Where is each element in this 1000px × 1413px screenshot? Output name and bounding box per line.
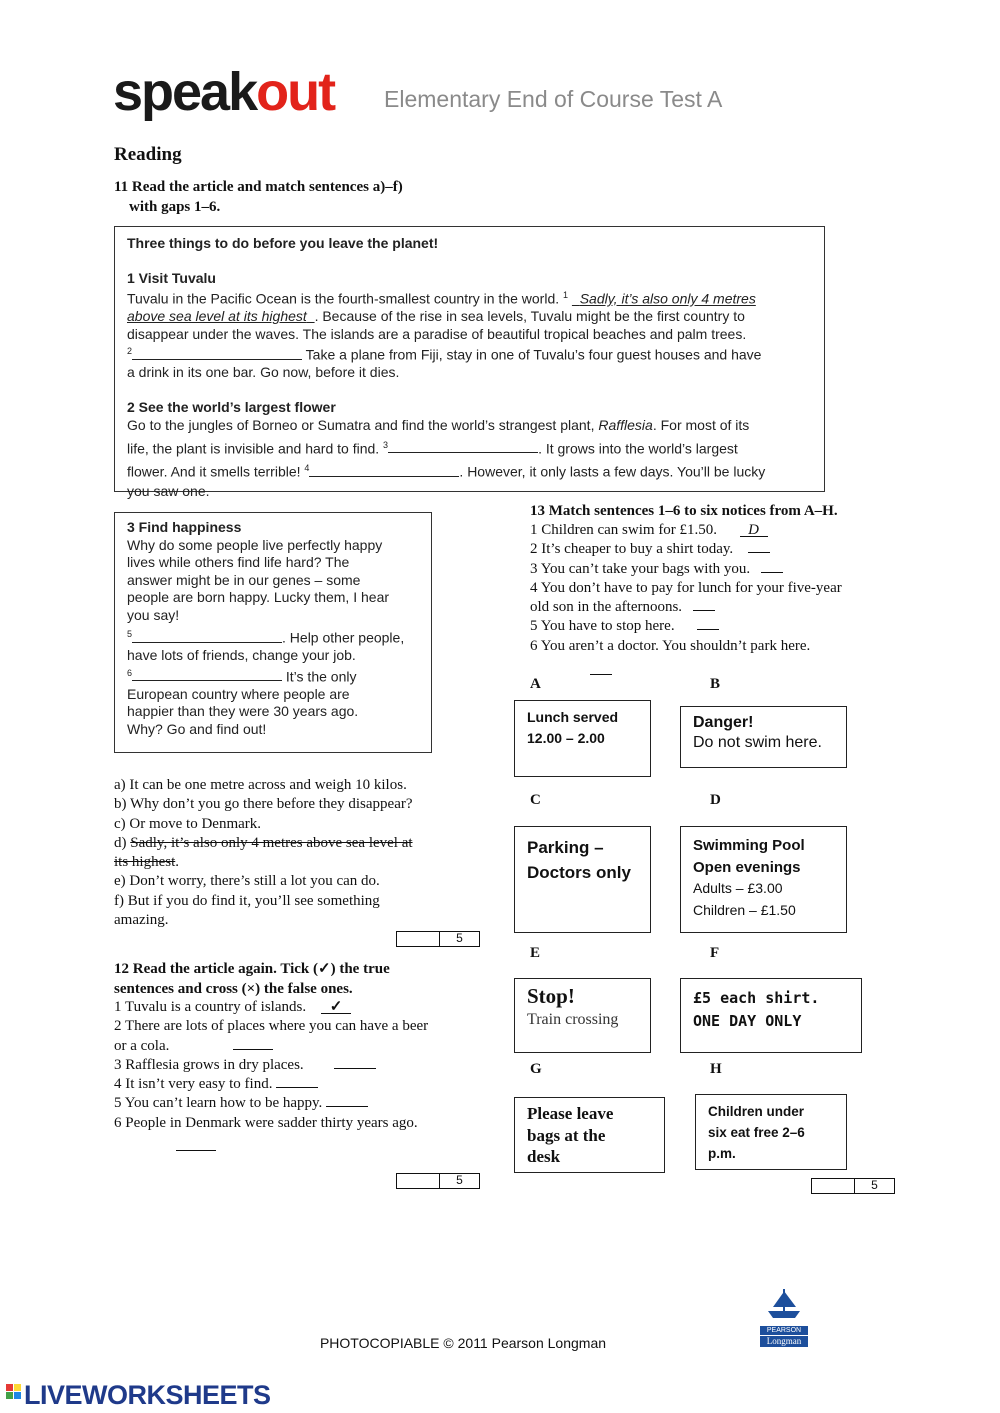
option-e: e) Don’t worry, there’s still a lot you can do. (114, 873, 380, 890)
gap-1-answer: Sadly, it’s also only 4 metres (579, 290, 756, 307)
notice-label-d: D (710, 792, 721, 808)
q12-instruction: 12 Read the article again. Tick (✓) the true sentences and cross (×) the false ones. (114, 961, 390, 997)
notice-c: Parking – Doctors only (514, 826, 651, 933)
notice-label-c: C (530, 792, 541, 808)
option-a: a) It can be one metre across and weigh 10 kilos. (114, 777, 407, 793)
notice-label-e: E (530, 945, 541, 961)
q13-score-box[interactable]: 5 (811, 1178, 895, 1194)
q13-item-4: 4 You don’t have to pay for lunch for your five-year (530, 579, 842, 596)
notice-label-h: H (710, 1061, 722, 1077)
q13-answer-3[interactable] (761, 560, 783, 573)
option-c: c) Or move to Denmark. (114, 815, 262, 832)
notice-label-b: B (710, 676, 721, 692)
notice-label-f: F (710, 945, 720, 961)
q13-items: 1 Children can swim for £1.50. D 2 It’s cheaper to buy a shirt today. 3 You can’t take your bags with you. 4 You don’t have to pay for lunch for your five-year old son in the afternoons. 5 You have to stop here. 6 You aren’t a doctor. You shouldn’t park here. (530, 521, 900, 656)
gap-5[interactable] (132, 629, 282, 643)
article-title: Three things to do before you leave the planet! (127, 235, 439, 251)
gap-6[interactable] (132, 667, 282, 681)
q12-answer-2[interactable] (233, 1037, 273, 1050)
notice-f: £5 each shirt. ONE DAY ONLY (680, 978, 862, 1053)
notice-d: Swimming Pool Open evenings Adults – £3.00 Children – £1.50 (680, 826, 847, 933)
notice-a: Lunch served 12.00 – 2.00 (514, 700, 651, 777)
q12-item-2: 2 There are lots of places where you can have a beer (114, 1018, 429, 1035)
q13-item-3: 3 You can’t take your bags with you. (530, 560, 900, 579)
q13-answer-1[interactable]: D (740, 524, 768, 537)
q12-answer-3[interactable] (334, 1056, 376, 1069)
gap-3[interactable] (388, 439, 538, 453)
q12-answer-6[interactable] (176, 1138, 216, 1151)
q12-item-1: 1 Tuvalu is a country of islands. ✓ (114, 998, 494, 1017)
copyright-footer: PHOTOCOPIABLE © 2011 Pearson Longman (319, 1335, 607, 1351)
section-1-heading: 1 Visit Tuvalu (127, 269, 216, 286)
q13-item-5: 5 You have to stop here. (530, 617, 900, 636)
q11-score-box[interactable]: 5 (396, 931, 480, 947)
section-1-text: Tuvalu in the Pacific Ocean is the fourth-smallest country in the world. $^1$ Sadly, it’s also only 4 metres above sea level at its highest . Because of the rise in sea levels, Tuvalu might be the first country to disappear under the waves. The islands are a paradise of beautiful tropical beaches and palm trees. $^2$ Take a plane from Fiji, stay in one of Tuvalu’s four guest houses and have a drink in its one bar. Go now, before it dies. (127, 290, 762, 381)
q12-answer-4[interactable] (276, 1075, 318, 1088)
q11-instruction: 11 Read the article and match sentences a)–f) with gaps 1–6. (114, 179, 403, 215)
q13-item-6: 6 You aren’t a doctor. You shouldn’t park here. (530, 637, 811, 654)
q11-options (114, 776, 474, 930)
q13-answer-5[interactable] (697, 617, 719, 630)
q13-item-2: 2 It’s cheaper to buy a shirt today. (530, 540, 900, 559)
section-title: Reading (114, 144, 182, 165)
pearson-logo: PEARSON Longman (760, 1285, 808, 1341)
section-2-heading: 2 See the world’s largest flower (127, 398, 336, 415)
test-title: Elementary End of Course Test A (384, 86, 723, 112)
q12-answer-5[interactable] (326, 1094, 368, 1107)
q13-answer-4[interactable] (693, 598, 715, 611)
gap-2[interactable] (132, 346, 302, 360)
q13-instruction: 13 Match sentences 1–6 to six notices from A–H. (530, 503, 838, 519)
happiness-box: 3 Find happiness Why do some people live perfectly happy lives while others find life hard? The answer might be in our genes – some people are born happy. Lucky them, I hear you say! $^5$ . Help other people, have lots of friends, change your job. $^6$ It’s the only European country where people are happier than they were 30 years ago. Why? Go and find out! (114, 512, 432, 753)
q12-item-4: 4 It isn’t very easy to find. (114, 1075, 494, 1094)
q12-items: 1 Tuvalu is a country of islands. ✓ 2 There are lots of places where you can have a beer or a cola. 3 Rafflesia grows in dry places. 4 It isn’t very easy to find. 5 You can’t learn how to be happy. 6 People in Denmark were sadder thirty years ago. (114, 998, 494, 1133)
notice-b: Danger! Do not swim here. (680, 706, 847, 768)
q12-score-box[interactable]: 5 (396, 1173, 480, 1189)
q12-item-5: 5 You can’t learn how to be happy. (114, 1094, 494, 1113)
option-f: f) But if you do find it, you’ll see something amazing. (114, 892, 380, 929)
notice-g: Please leave bags at the desk (514, 1097, 665, 1173)
q12-item-6: 6 People in Denmark were sadder thirty years ago. (114, 1114, 418, 1131)
brand-logo: speakout (113, 62, 335, 122)
q12-answer-1[interactable]: ✓ (321, 1001, 351, 1014)
option-b: b) Why don’t you go there before they disappear? (114, 796, 413, 813)
notice-e: Stop! Train crossing (514, 978, 651, 1053)
liveworksheets-logo: LIVEWORKSHEETS (24, 1380, 271, 1410)
q13-answer-6[interactable] (590, 662, 612, 675)
q13-item-1: 1 Children can swim for £1.50. D (530, 521, 900, 540)
option-d: d) Sadly, it’s also only 4 metres above sea level at its highest. (114, 834, 413, 871)
q12-item-3: 3 Rafflesia grows in dry places. (114, 1056, 494, 1075)
article-box (114, 226, 825, 500)
gap-4[interactable] (309, 463, 459, 477)
section-3-heading: 3 Find happiness (127, 519, 242, 535)
notice-h: Children under six eat free 2–6 p.m. (695, 1094, 847, 1170)
notice-label-g: G (530, 1061, 542, 1077)
section-2-text: Go to the jungles of Borneo or Sumatra and find the world’s strangest plant, Rafflesia. For most of its life, the plant is invisible and hard to find. $^3$ . It grows into the world’s largest flower. And it smells terrible! $^4$ . However, it only lasts a few days. You’ll be lucky you saw one. (127, 417, 766, 500)
q13-answer-2[interactable] (748, 540, 770, 553)
ship-icon (760, 1285, 808, 1321)
notice-label-a: A (530, 676, 541, 692)
liveworksheets-icon (6, 1384, 21, 1391)
